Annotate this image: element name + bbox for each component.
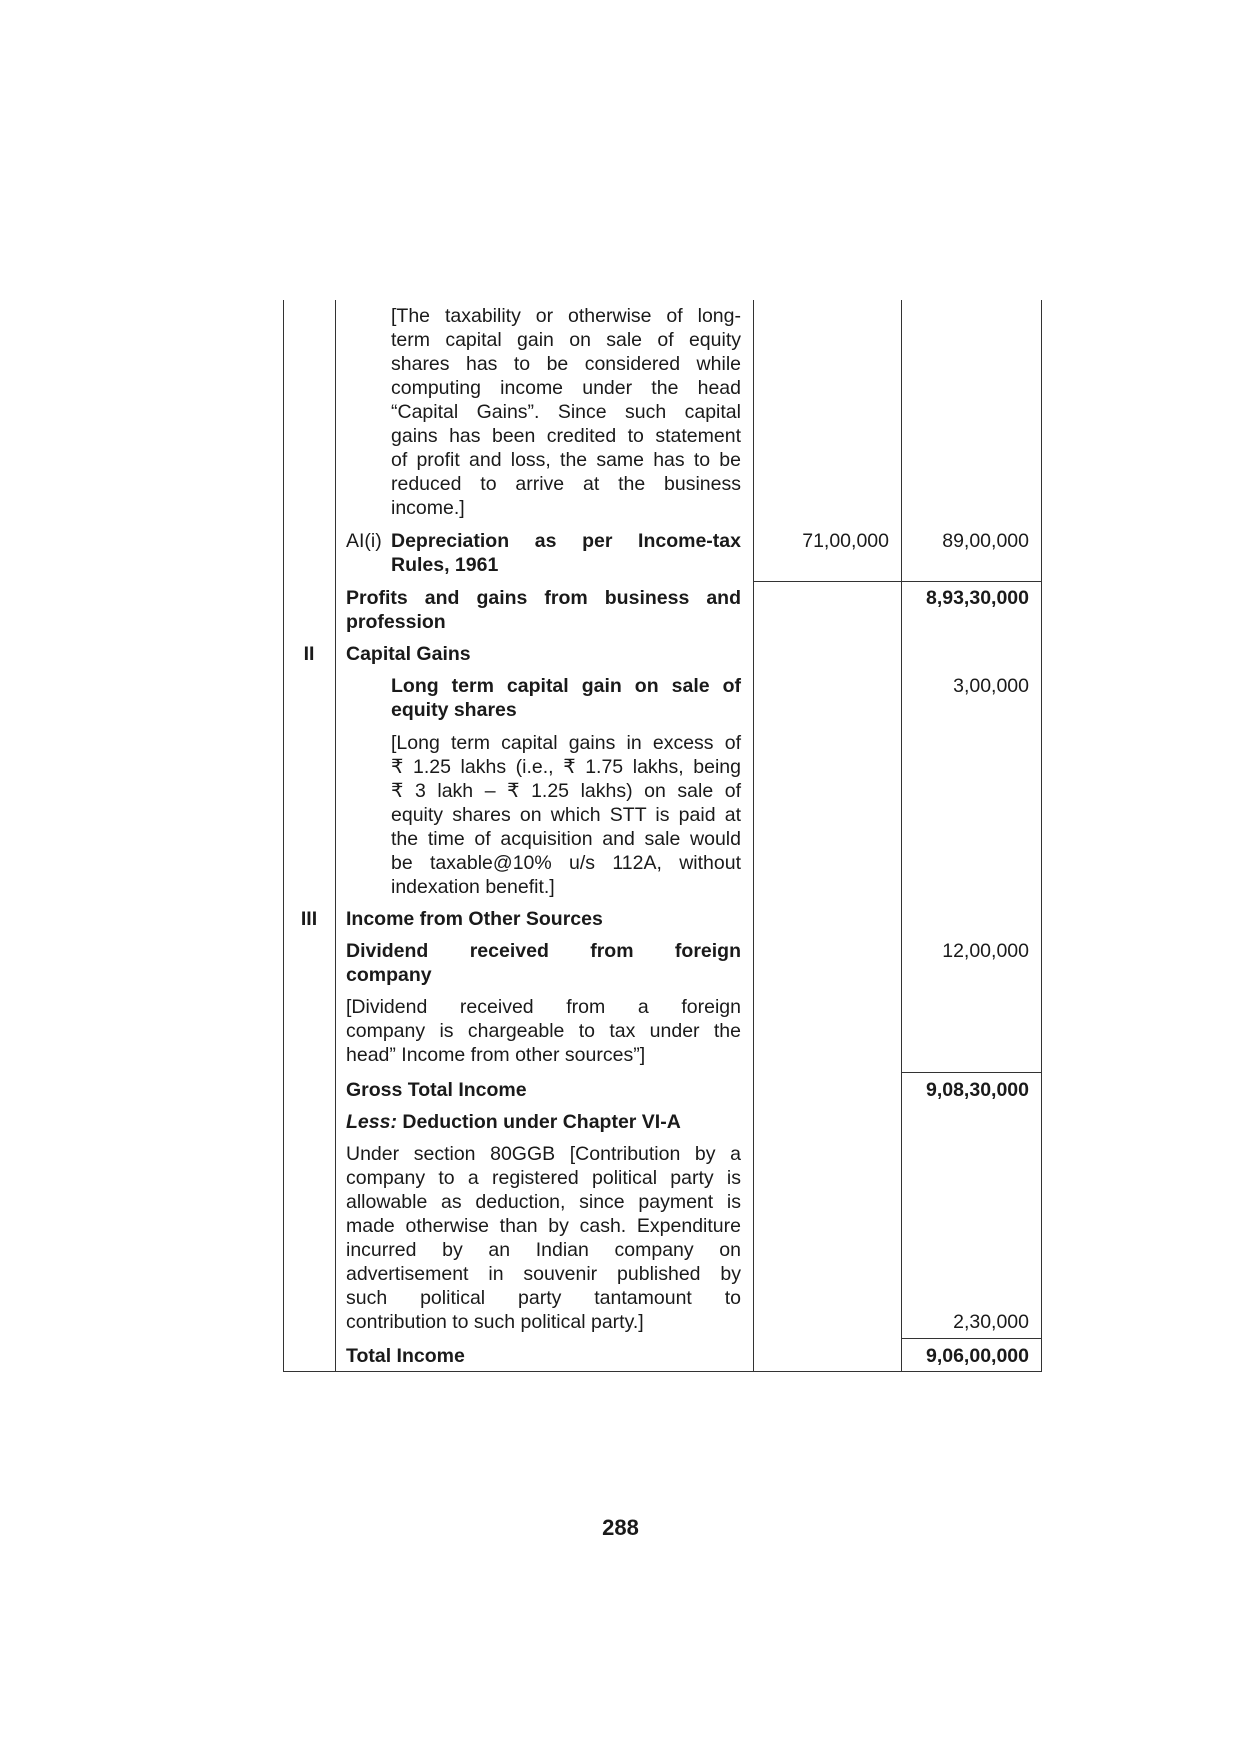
roman-iii: III bbox=[300, 908, 318, 930]
dividend-label: Dividend received from foreign company bbox=[346, 940, 741, 986]
total-income-label: Total Income bbox=[346, 1345, 465, 1367]
ltcg-label: Long term capital gain on sale of equity shares bbox=[391, 675, 741, 721]
total-income-amount: 9,06,00,000 bbox=[925, 1345, 1029, 1367]
rule-under-depreciation bbox=[753, 581, 1042, 582]
deduction-amount: 2,30,000 bbox=[953, 1311, 1029, 1333]
rule-above-total-income bbox=[901, 1338, 1042, 1339]
note-ltcg-business: [The taxability or otherwise of long- term capital gain on sale of equity shares has to be considered while computing income under the head “Capital Gains”. Since such capital gains has been credited to statement of profit and loss, the same has to be reduced to arrive at the business income.] bbox=[391, 305, 741, 519]
pgbp-label: Profits and gains from business and profession bbox=[346, 587, 741, 633]
table-border-right bbox=[1041, 300, 1042, 1371]
capital-gains-heading: Capital Gains bbox=[346, 643, 471, 665]
gti-label: Gross Total Income bbox=[346, 1079, 527, 1101]
rule-above-gti bbox=[901, 1072, 1042, 1073]
note-ltcg-tax: [Long term capital gains in excess of ₹ 1.25 lakhs (i.e., ₹ 1.75 lakhs, being ₹ 3 lakh – ₹ 1.25 lakhs) on sale of equity shares on which STT is paid at the time of acquisition and sale would be taxable@10% u/s 112A, without indexation benefit.] bbox=[391, 732, 741, 898]
page-number: 288 bbox=[602, 1515, 639, 1540]
table-border-bottom bbox=[283, 1371, 1042, 1372]
depreciation-amount-inner: 71,00,000 bbox=[802, 530, 889, 552]
less-label: Deduction under Chapter VI-A bbox=[396, 1111, 681, 1133]
note-80ggb: Under section 80GGB [Contribution by a company to a registered political party is allowable as deduction, since payment is made otherwise than by cash. Expenditure incurred by an Indian company on advertisement in souvenir published by such political party tantamount to contribution to such political party.] bbox=[346, 1143, 741, 1333]
less-prefix: Less: bbox=[346, 1111, 397, 1133]
gti-amount: 9,08,30,000 bbox=[925, 1079, 1029, 1101]
table-border-sl-col bbox=[335, 300, 336, 1371]
other-sources-heading: Income from Other Sources bbox=[346, 908, 603, 930]
table-border-amount-col bbox=[901, 300, 902, 1371]
note-dividend: [Dividend received from a foreign company is chargeable to tax under the head” Income from other sources”] bbox=[346, 996, 741, 1066]
ltcg-amount: 3,00,000 bbox=[953, 675, 1029, 697]
depreciation-prefix: AI(i) bbox=[346, 530, 382, 552]
less-deduction-heading bbox=[346, 1110, 681, 1134]
table-border-particulars-col bbox=[753, 300, 754, 1371]
pgbp-amount: 8,93,30,000 bbox=[925, 587, 1029, 609]
depreciation-label: Depreciation as per Income-tax Rules, 1961 bbox=[391, 530, 741, 576]
dividend-amount: 12,00,000 bbox=[942, 940, 1029, 962]
depreciation-amount-outer: 89,00,000 bbox=[942, 530, 1029, 552]
table-border-left bbox=[283, 300, 284, 1371]
roman-ii: II bbox=[303, 643, 315, 665]
